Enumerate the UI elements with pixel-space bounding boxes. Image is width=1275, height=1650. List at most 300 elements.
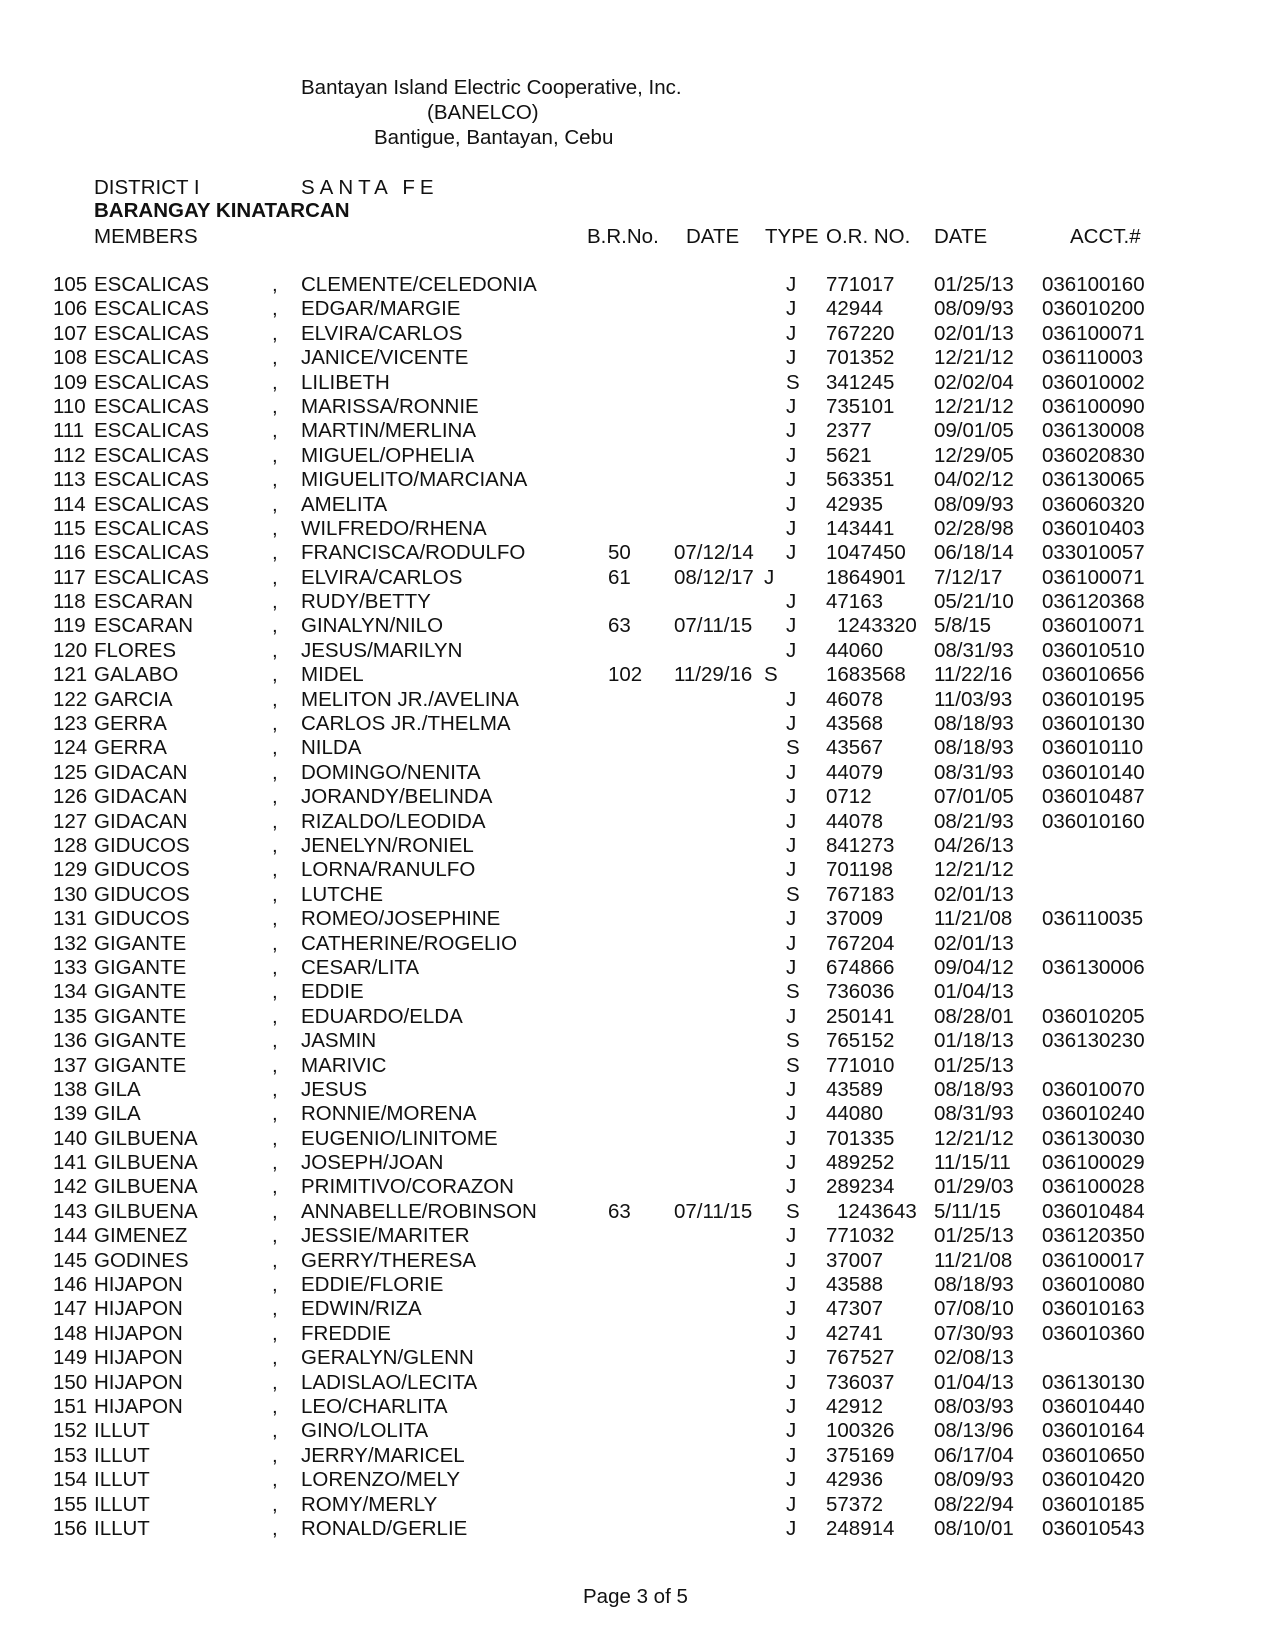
table-row	[0, 1395, 1275, 1419]
account-number: 036010164	[1042, 1419, 1145, 1443]
membership-type: J	[786, 1394, 797, 1418]
membership-type: J	[786, 297, 797, 321]
table-row	[0, 1419, 1275, 1443]
account-number: 036010205	[1042, 1004, 1145, 1028]
table-row	[0, 1029, 1275, 1053]
account-number: 036010200	[1042, 297, 1145, 321]
name-separator: ,	[272, 1346, 278, 1370]
member-last-name: GIDUCOS	[94, 882, 190, 906]
table-row	[0, 1224, 1275, 1248]
member-number: 151	[53, 1394, 88, 1418]
member-last-name: GIGANTE	[94, 1053, 187, 1077]
member-number: 142	[53, 1175, 88, 1199]
or-number: 765152	[826, 1029, 895, 1053]
or-number: 563351	[826, 468, 895, 492]
or-date: 5/8/15	[934, 614, 991, 638]
or-number: 1864901	[826, 565, 906, 589]
or-date: 06/18/14	[934, 541, 1014, 565]
name-separator: ,	[272, 1053, 278, 1077]
member-last-name: GIDUCOS	[94, 833, 190, 857]
member-number: 119	[53, 614, 86, 638]
membership-type: J	[786, 809, 797, 833]
account-number: 036060320	[1042, 492, 1145, 516]
table-row	[0, 1249, 1275, 1273]
or-date: 08/18/93	[934, 1273, 1014, 1297]
membership-type: S	[786, 1199, 800, 1223]
name-separator: ,	[272, 516, 278, 540]
table-row	[0, 1102, 1275, 1126]
member-number: 137	[53, 1053, 88, 1077]
account-number: 036010130	[1042, 712, 1145, 736]
member-first-names: FRANCISCA/RODULFO	[301, 541, 526, 565]
member-number: 141	[53, 1151, 88, 1175]
member-last-name: ILLUT	[94, 1468, 150, 1492]
member-number: 135	[53, 1004, 88, 1028]
member-first-names: JASMIN	[301, 1029, 377, 1053]
or-date: 07/30/93	[934, 1321, 1014, 1345]
name-separator: ,	[272, 394, 278, 418]
table-row	[0, 785, 1275, 809]
name-separator: ,	[272, 809, 278, 833]
member-last-name: GIDACAN	[94, 785, 188, 809]
account-number: 036010071	[1042, 614, 1145, 638]
column-header-or-date: DATE	[934, 225, 988, 248]
member-last-name: GALABO	[94, 663, 179, 687]
membership-type: J	[786, 907, 797, 931]
table-row	[0, 493, 1275, 517]
name-separator: ,	[272, 638, 278, 662]
or-number: 44079	[826, 760, 884, 784]
or-number: 250141	[826, 1004, 895, 1028]
name-separator: ,	[272, 1224, 278, 1248]
member-last-name: GIDUCOS	[94, 907, 190, 931]
account-number: 036100071	[1042, 321, 1145, 345]
name-separator: ,	[272, 663, 278, 687]
name-separator: ,	[272, 736, 278, 760]
name-separator: ,	[272, 955, 278, 979]
name-separator: ,	[272, 1297, 278, 1321]
member-number: 112	[53, 443, 86, 467]
member-last-name: FLORES	[94, 638, 177, 662]
or-number: 37007	[826, 1248, 884, 1272]
or-date: 08/28/01	[934, 1004, 1014, 1028]
or-number: 771010	[826, 1053, 895, 1077]
membership-type: S	[786, 882, 800, 906]
account-number: 036130130	[1042, 1370, 1145, 1394]
account-number: 036010110	[1042, 736, 1144, 760]
membership-type: J	[786, 394, 797, 418]
member-last-name: GIDACAN	[94, 809, 188, 833]
or-number: 341245	[826, 370, 895, 394]
or-number: 701352	[826, 346, 895, 370]
table-row	[0, 883, 1275, 907]
account-number: 036010240	[1042, 1102, 1145, 1126]
or-number: 1243320	[837, 614, 917, 638]
member-number: 136	[53, 1029, 88, 1053]
member-first-names: LADISLAO/LECITA	[301, 1370, 478, 1394]
table-row	[0, 444, 1275, 468]
member-number: 127	[53, 809, 88, 833]
member-first-names: AMELITA	[301, 492, 388, 516]
membership-type: J	[786, 1102, 797, 1126]
member-last-name: HIJAPON	[94, 1370, 183, 1394]
name-separator: ,	[272, 297, 278, 321]
account-number: 036120368	[1042, 590, 1145, 614]
account-number: 036130008	[1042, 419, 1145, 443]
table-row	[0, 1297, 1275, 1321]
member-first-names: ROMEO/JOSEPHINE	[301, 907, 501, 931]
member-number: 145	[53, 1248, 88, 1272]
column-header-type: TYPE	[765, 225, 819, 248]
membership-type: J	[786, 1077, 797, 1101]
membership-type: J	[786, 955, 797, 979]
name-separator: ,	[272, 443, 278, 467]
name-separator: ,	[272, 1004, 278, 1028]
table-row	[0, 1517, 1275, 1541]
or-number: 43568	[826, 712, 884, 736]
member-last-name: ILLUT	[94, 1516, 150, 1540]
member-last-name: ESCALICAS	[94, 346, 210, 370]
membership-type: J	[786, 541, 797, 565]
member-last-name: ESCALICAS	[94, 443, 210, 467]
or-date: 08/09/93	[934, 1468, 1014, 1492]
member-first-names: EUGENIO/LINITOME	[301, 1126, 498, 1150]
member-number: 111	[53, 419, 85, 443]
member-number: 134	[53, 980, 88, 1004]
column-header-account: ACCT.#	[1070, 225, 1141, 248]
member-first-names: GERALYN/GLENN	[301, 1346, 474, 1370]
district-label: DISTRICT I	[94, 176, 200, 199]
member-number: 132	[53, 931, 88, 955]
member-first-names: JOSEPH/JOAN	[301, 1151, 444, 1175]
membership-type: J	[786, 443, 797, 467]
name-separator: ,	[272, 882, 278, 906]
member-number: 118	[53, 590, 86, 614]
name-separator: ,	[272, 1273, 278, 1297]
member-number: 131	[53, 907, 88, 931]
account-number: 036110003	[1042, 346, 1144, 370]
member-last-name: ESCALICAS	[94, 321, 210, 345]
member-first-names: JESUS/MARILYN	[301, 638, 463, 662]
br-date: 11/29/16	[674, 663, 753, 687]
name-separator: ,	[272, 614, 278, 638]
name-separator: ,	[272, 1321, 278, 1345]
member-last-name: GILBUENA	[94, 1199, 198, 1223]
member-number: 116	[53, 541, 86, 565]
member-number: 140	[53, 1126, 88, 1150]
name-separator: ,	[272, 1248, 278, 1272]
member-number: 122	[53, 687, 88, 711]
member-number: 123	[53, 712, 88, 736]
member-first-names: CATHERINE/ROGELIO	[301, 931, 518, 955]
member-first-names: MIGUEL/OPHELIA	[301, 443, 475, 467]
or-date: 08/31/93	[934, 1102, 1014, 1126]
or-date: 02/02/04	[934, 370, 1014, 394]
table-row	[0, 761, 1275, 785]
account-number: 036010195	[1042, 687, 1145, 711]
member-first-names: JERRY/MARICEL	[301, 1443, 465, 1467]
or-number: 44078	[826, 809, 884, 833]
br-date: 08/12/17	[674, 565, 754, 589]
member-first-names: LORENZO/MELY	[301, 1468, 461, 1492]
or-date: 05/21/10	[934, 590, 1014, 614]
or-date: 12/21/12	[934, 394, 1014, 418]
membership-type: J	[786, 346, 797, 370]
table-row	[0, 1078, 1275, 1102]
member-last-name: ILLUT	[94, 1419, 150, 1443]
membership-type: J	[764, 565, 775, 589]
br-date: 07/12/14	[674, 541, 754, 565]
table-row	[0, 1493, 1275, 1517]
member-number: 124	[53, 736, 88, 760]
member-last-name: HIJAPON	[94, 1321, 183, 1345]
name-separator: ,	[272, 907, 278, 931]
name-separator: ,	[272, 346, 278, 370]
account-number: 036100090	[1042, 394, 1145, 418]
account-number: 036010080	[1042, 1273, 1145, 1297]
or-number: 1243643	[837, 1199, 917, 1223]
name-separator: ,	[272, 468, 278, 492]
member-last-name: GIDUCOS	[94, 858, 190, 882]
or-date: 5/11/15	[934, 1199, 1001, 1223]
or-date: 04/26/13	[934, 833, 1014, 857]
or-number: 5621	[826, 443, 872, 467]
member-first-names: CESAR/LITA	[301, 955, 420, 979]
table-row	[0, 736, 1275, 760]
member-last-name: ESCALICAS	[94, 516, 210, 540]
member-first-names: FREDDIE	[301, 1321, 391, 1345]
membership-type: J	[786, 1004, 797, 1028]
or-number: 0712	[826, 785, 872, 809]
member-number: 114	[53, 492, 86, 516]
name-separator: ,	[272, 1151, 278, 1175]
account-number: 036100017	[1042, 1248, 1145, 1272]
table-row	[0, 297, 1275, 321]
member-last-name: HIJAPON	[94, 1273, 183, 1297]
page-number: Page 3 of 5	[583, 1585, 688, 1608]
br-number: 63	[608, 1199, 631, 1223]
member-number: 115	[53, 516, 86, 540]
name-separator: ,	[272, 687, 278, 711]
member-last-name: GIDACAN	[94, 760, 188, 784]
member-first-names: EDUARDO/ELDA	[301, 1004, 463, 1028]
membership-type: J	[786, 1443, 797, 1467]
br-date: 07/11/15	[674, 614, 753, 638]
member-last-name: HIJAPON	[94, 1297, 183, 1321]
table-row	[0, 322, 1275, 346]
or-number: 771032	[826, 1224, 895, 1248]
or-number: 735101	[826, 394, 895, 418]
or-date: 08/03/93	[934, 1394, 1014, 1418]
or-number: 701198	[826, 858, 893, 882]
account-number: 036010163	[1042, 1297, 1145, 1321]
table-row	[0, 395, 1275, 419]
name-separator: ,	[272, 1419, 278, 1443]
member-number: 144	[53, 1224, 88, 1248]
member-last-name: ESCALICAS	[94, 565, 210, 589]
table-row	[0, 468, 1275, 492]
or-date: 11/21/08	[934, 907, 1013, 931]
br-date: 07/11/15	[674, 1199, 753, 1223]
member-first-names: RUDY/BETTY	[301, 590, 431, 614]
or-date: 01/25/13	[934, 1053, 1014, 1077]
name-separator: ,	[272, 980, 278, 1004]
or-date: 7/12/17	[934, 565, 1003, 589]
or-date: 12/21/12	[934, 346, 1014, 370]
account-number: 036100028	[1042, 1175, 1145, 1199]
or-date: 01/29/03	[934, 1175, 1014, 1199]
member-last-name: HIJAPON	[94, 1346, 183, 1370]
or-date: 08/31/93	[934, 760, 1014, 784]
table-row	[0, 932, 1275, 956]
table-row	[0, 810, 1275, 834]
table-row	[0, 590, 1275, 614]
account-number: 036010403	[1042, 516, 1145, 540]
or-number: 841273	[826, 833, 895, 857]
membership-type: J	[786, 1126, 797, 1150]
member-first-names: MARTIN/MERLINA	[301, 419, 477, 443]
member-last-name: GIGANTE	[94, 1004, 187, 1028]
table-row	[0, 834, 1275, 858]
member-number: 156	[53, 1516, 88, 1540]
membership-type: J	[786, 614, 797, 638]
column-header-date: DATE	[686, 225, 740, 248]
membership-type: S	[786, 980, 800, 1004]
member-last-name: ILLUT	[94, 1443, 150, 1467]
table-row	[0, 517, 1275, 541]
member-table	[0, 273, 1275, 1541]
or-date: 08/18/93	[934, 1077, 1014, 1101]
or-number: 42944	[826, 297, 884, 321]
member-first-names: GINALYN/NILO	[301, 614, 444, 638]
table-row	[0, 663, 1275, 687]
or-number: 37009	[826, 907, 884, 931]
member-first-names: GINO/LOLITA	[301, 1419, 429, 1443]
account-number: 036120350	[1042, 1224, 1145, 1248]
membership-type: S	[764, 663, 778, 687]
member-first-names: ANNABELLE/ROBINSON	[301, 1199, 537, 1223]
membership-type: J	[786, 1516, 797, 1540]
account-number: 036100160	[1042, 273, 1145, 296]
or-number: 43567	[826, 736, 884, 760]
member-first-names: CARLOS JR./THELMA	[301, 712, 511, 736]
name-separator: ,	[272, 1370, 278, 1394]
membership-type: J	[786, 419, 797, 443]
or-date: 11/03/93	[934, 687, 1013, 711]
or-number: 1047450	[826, 541, 906, 565]
member-last-name: ESCALICAS	[94, 370, 210, 394]
member-number: 133	[53, 955, 88, 979]
membership-type: J	[786, 516, 797, 540]
membership-type: J	[786, 1370, 797, 1394]
or-number: 57372	[826, 1492, 884, 1516]
name-separator: ,	[272, 1516, 278, 1540]
municipality-name: SANTA FE	[301, 176, 439, 199]
br-number: 102	[608, 663, 643, 687]
member-number: 120	[53, 638, 88, 662]
member-first-names: JESSIE/MARITER	[301, 1224, 470, 1248]
or-number: 767183	[826, 882, 895, 906]
member-number: 109	[53, 370, 88, 394]
name-separator: ,	[272, 1102, 278, 1126]
member-number: 126	[53, 785, 88, 809]
member-last-name: GIGANTE	[94, 980, 187, 1004]
member-first-names: ELVIRA/CARLOS	[301, 321, 463, 345]
member-last-name: ESCALICAS	[94, 468, 210, 492]
table-row	[0, 273, 1275, 297]
membership-type: J	[786, 760, 797, 784]
name-separator: ,	[272, 492, 278, 516]
member-number: 108	[53, 346, 88, 370]
member-number: 110	[53, 394, 86, 418]
name-separator: ,	[272, 931, 278, 955]
member-number: 113	[53, 468, 86, 492]
member-last-name: GILBUENA	[94, 1151, 198, 1175]
or-number: 674866	[826, 955, 895, 979]
name-separator: ,	[272, 1029, 278, 1053]
membership-type: J	[786, 492, 797, 516]
or-date: 02/01/13	[934, 321, 1014, 345]
or-date: 11/15/11	[934, 1151, 1011, 1175]
name-separator: ,	[272, 1443, 278, 1467]
column-header-members: MEMBERS	[94, 225, 198, 248]
or-number: 42935	[826, 492, 884, 516]
account-number: 036110035	[1042, 907, 1144, 931]
member-number: 147	[53, 1297, 88, 1321]
member-last-name: ILLUT	[94, 1492, 150, 1516]
table-row	[0, 371, 1275, 395]
membership-type: S	[786, 370, 800, 394]
name-separator: ,	[272, 321, 278, 345]
name-separator: ,	[272, 565, 278, 589]
br-number: 50	[608, 541, 631, 565]
member-first-names: EDDIE/FLORIE	[301, 1273, 444, 1297]
or-date: 01/25/13	[934, 273, 1014, 296]
member-number: 152	[53, 1419, 88, 1443]
membership-type: J	[786, 712, 797, 736]
or-date: 08/21/93	[934, 809, 1014, 833]
or-number: 43589	[826, 1077, 884, 1101]
or-date: 09/04/12	[934, 955, 1014, 979]
table-row	[0, 712, 1275, 736]
membership-type: J	[786, 858, 797, 882]
or-date: 01/18/13	[934, 1029, 1014, 1053]
member-number: 125	[53, 760, 88, 784]
table-row	[0, 346, 1275, 370]
or-date: 08/10/01	[934, 1516, 1014, 1540]
member-last-name: ESCARAN	[94, 590, 194, 614]
account-number: 036010487	[1042, 785, 1145, 809]
member-number: 146	[53, 1273, 88, 1297]
member-number: 105	[53, 273, 88, 296]
or-date: 11/21/08	[934, 1248, 1013, 1272]
or-date: 06/17/04	[934, 1443, 1014, 1467]
or-date: 08/09/93	[934, 297, 1014, 321]
or-number: 771017	[826, 273, 895, 296]
or-number: 701335	[826, 1126, 895, 1150]
member-last-name: GODINES	[94, 1248, 189, 1272]
or-date: 01/04/13	[934, 980, 1014, 1004]
or-number: 46078	[826, 687, 884, 711]
table-row	[0, 639, 1275, 663]
table-row	[0, 980, 1275, 1004]
name-separator: ,	[272, 370, 278, 394]
or-number: 42741	[826, 1321, 884, 1345]
or-date: 12/21/12	[934, 1126, 1014, 1150]
table-row	[0, 419, 1275, 443]
table-row	[0, 1468, 1275, 1492]
member-first-names: DOMINGO/NENITA	[301, 760, 481, 784]
